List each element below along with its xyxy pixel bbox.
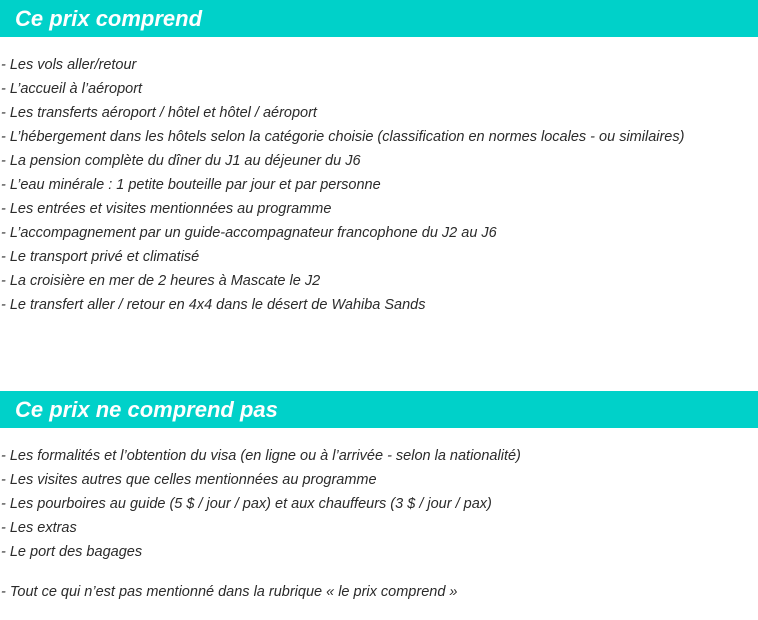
included-list (0, 53, 758, 317)
included-item: - Le transfert aller / retour en 4x4 dans le désert de Wahiba Sands (1, 297, 426, 313)
excluded-note: - Tout ce qui n’est pas mentionné dans la rubrique « le prix comprend » (1, 584, 458, 600)
excluded-item: - Les visites autres que celles mentionnées au programme (1, 472, 377, 488)
included-item: - Le transport privé et climatisé (1, 249, 200, 265)
excluded-item: - Le port des bagages (1, 544, 143, 560)
included-item: - La croisière en mer de 2 heures à Mascate le J2 (1, 273, 321, 289)
excluded-item: - Les formalités et l’obtention du visa (en ligne ou à l’arrivée - selon la nationalité) (1, 448, 521, 464)
included-item: - Les transferts aéroport / hôtel et hôtel / aéroport (1, 105, 317, 121)
included-item: - Les entrées et visites mentionnées au programme (1, 201, 332, 217)
excluded-section-header (0, 391, 758, 428)
included-item: - L’eau minérale : 1 petite bouteille par jour et par personne (1, 177, 381, 193)
included-item: - Les vols aller/retour (1, 57, 137, 73)
included-item: - L’accompagnement par un guide-accompagnateur francophone du J2 au J6 (1, 225, 497, 241)
excluded-section-title: Ce prix ne comprend pas (15, 397, 278, 422)
included-section-title: Ce prix comprend (15, 6, 203, 31)
excluded-item: - Les pourboires au guide (5 $ / jour / pax) et aux chauffeurs (3 $ / jour / pax) (1, 496, 492, 512)
included-item: - L’accueil à l’aéroport (1, 81, 143, 97)
included-section-header (0, 0, 758, 37)
excluded-list (0, 444, 758, 564)
excluded-item: - Les extras (1, 520, 77, 536)
included-item: - L’hébergement dans les hôtels selon la catégorie choisie (classification en normes locales - ou similaires) (1, 129, 685, 145)
included-item: - La pension complète du dîner du J1 au déjeuner du J6 (1, 153, 361, 169)
